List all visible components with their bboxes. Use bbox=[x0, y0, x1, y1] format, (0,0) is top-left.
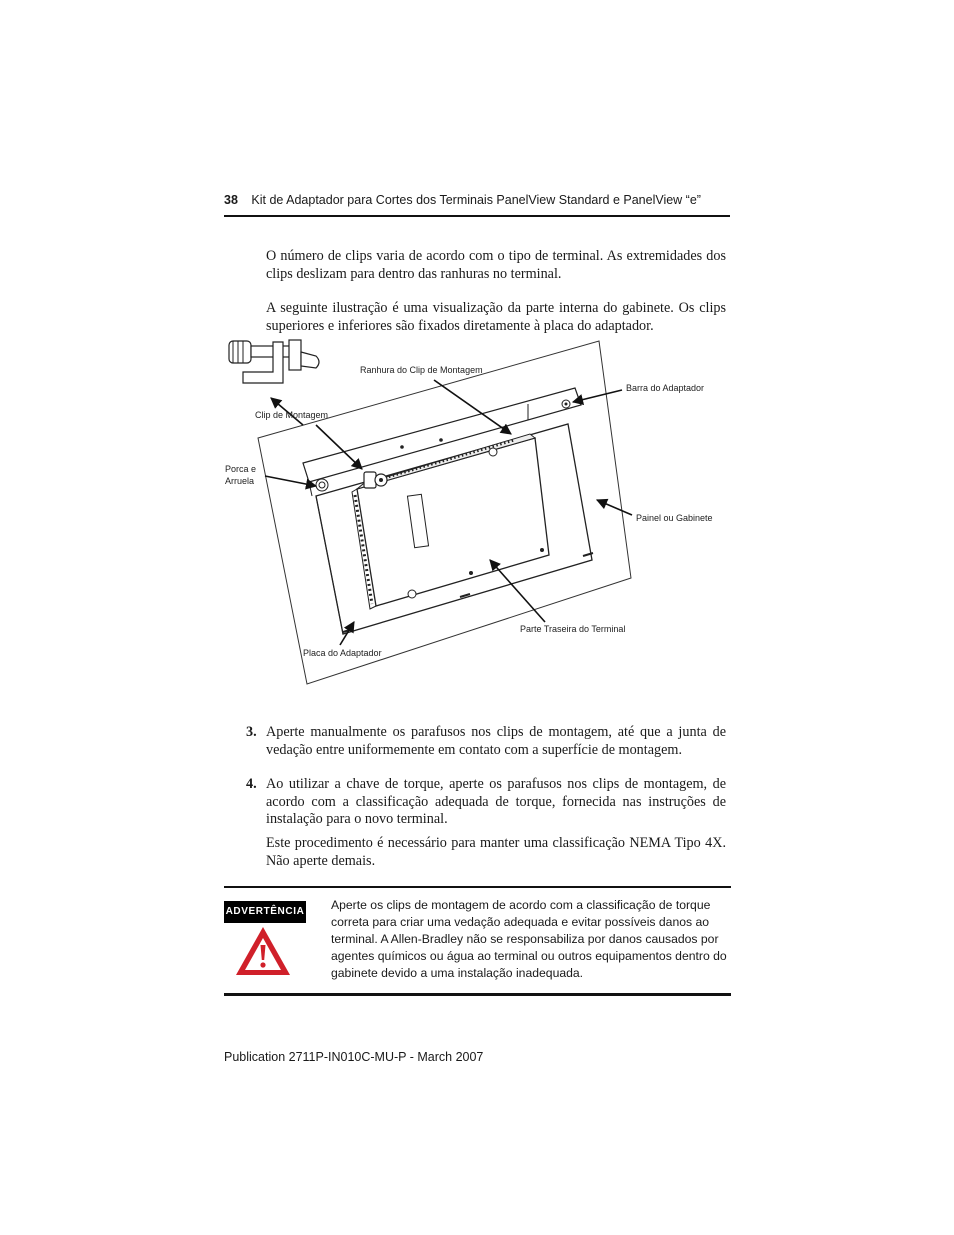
page-header bbox=[224, 192, 730, 208]
warning-triangle-icon bbox=[234, 925, 292, 977]
page-number: 38 bbox=[224, 193, 238, 207]
label-panel-or-enclosure: Painel ou Gabinete bbox=[636, 513, 713, 523]
mounting-clip-icon bbox=[364, 472, 387, 488]
warning-text: Aperte os clips de montagem de acordo com a classificação de torque correta para criar uma vedação adequada e evitar possíveis danos ao terminal. A Allen-Bradley não se responsabiliza por danos causados por agentes químicos ou água ao terminal ou outros equipamentos dentro do gabinete devido a uma instalação inadequada. bbox=[331, 898, 727, 980]
step-3-text: Aperte manualmente os parafusos nos clips de montagem, até que a junta de vedação entre uniformemente em contato com a superfície de montagem. bbox=[266, 724, 726, 758]
intro-paragraph-2: A seguinte ilustração é uma visualização da parte interna do gabinete. Os clips superiores e inferiores são fixados diretamente à placa do adaptador. bbox=[266, 300, 726, 334]
warning-top-rule bbox=[224, 886, 731, 888]
intro-paragraph-1: O número de clips varia de acordo com o tipo de terminal. As extremidades dos clips deslizam para dentro das ranhuras no terminal. bbox=[266, 248, 726, 282]
publication-footer: Publication 2711P-IN010C-MU-P - March 2007 bbox=[224, 1050, 484, 1064]
mounting-clip-detail-icon bbox=[229, 340, 319, 383]
step-3-number: 3. bbox=[246, 724, 257, 740]
label-adapter-plate: Placa do Adaptador bbox=[303, 648, 382, 658]
enclosure-illustration bbox=[220, 335, 720, 690]
header-divider bbox=[224, 215, 730, 217]
label-adapter-bar: Barra do Adaptador bbox=[626, 383, 705, 393]
step-4-note: Este procedimento é necessário para manter uma classificação NEMA Tipo 4X. Não aperte demais. bbox=[266, 835, 726, 869]
label-nut-washer-line2: Arruela bbox=[225, 476, 255, 486]
step-4-number: 4. bbox=[246, 776, 257, 792]
step-4-text: Ao utilizar a chave de torque, aperte os parafusos nos clips de montagem, de acordo com a classificação adequada de torque, fornecida nas instruções de instalação para o novo terminal. bbox=[266, 776, 726, 828]
label-terminal-back: Parte Traseira do Terminal bbox=[520, 624, 626, 634]
label-mounting-clip-slot: Ranhura do Clip de Montagem bbox=[360, 365, 483, 375]
warning-label: ADVERTÊNCIA bbox=[224, 901, 306, 923]
label-mounting-clip: Clip de Montagem bbox=[255, 410, 329, 420]
label-nut-washer-line1: Porca e bbox=[225, 464, 257, 474]
header-title: Kit de Adaptador para Cortes dos Terminais PanelView Standard e PanelView “e” bbox=[251, 193, 701, 207]
warning-bottom-rule bbox=[224, 993, 731, 996]
